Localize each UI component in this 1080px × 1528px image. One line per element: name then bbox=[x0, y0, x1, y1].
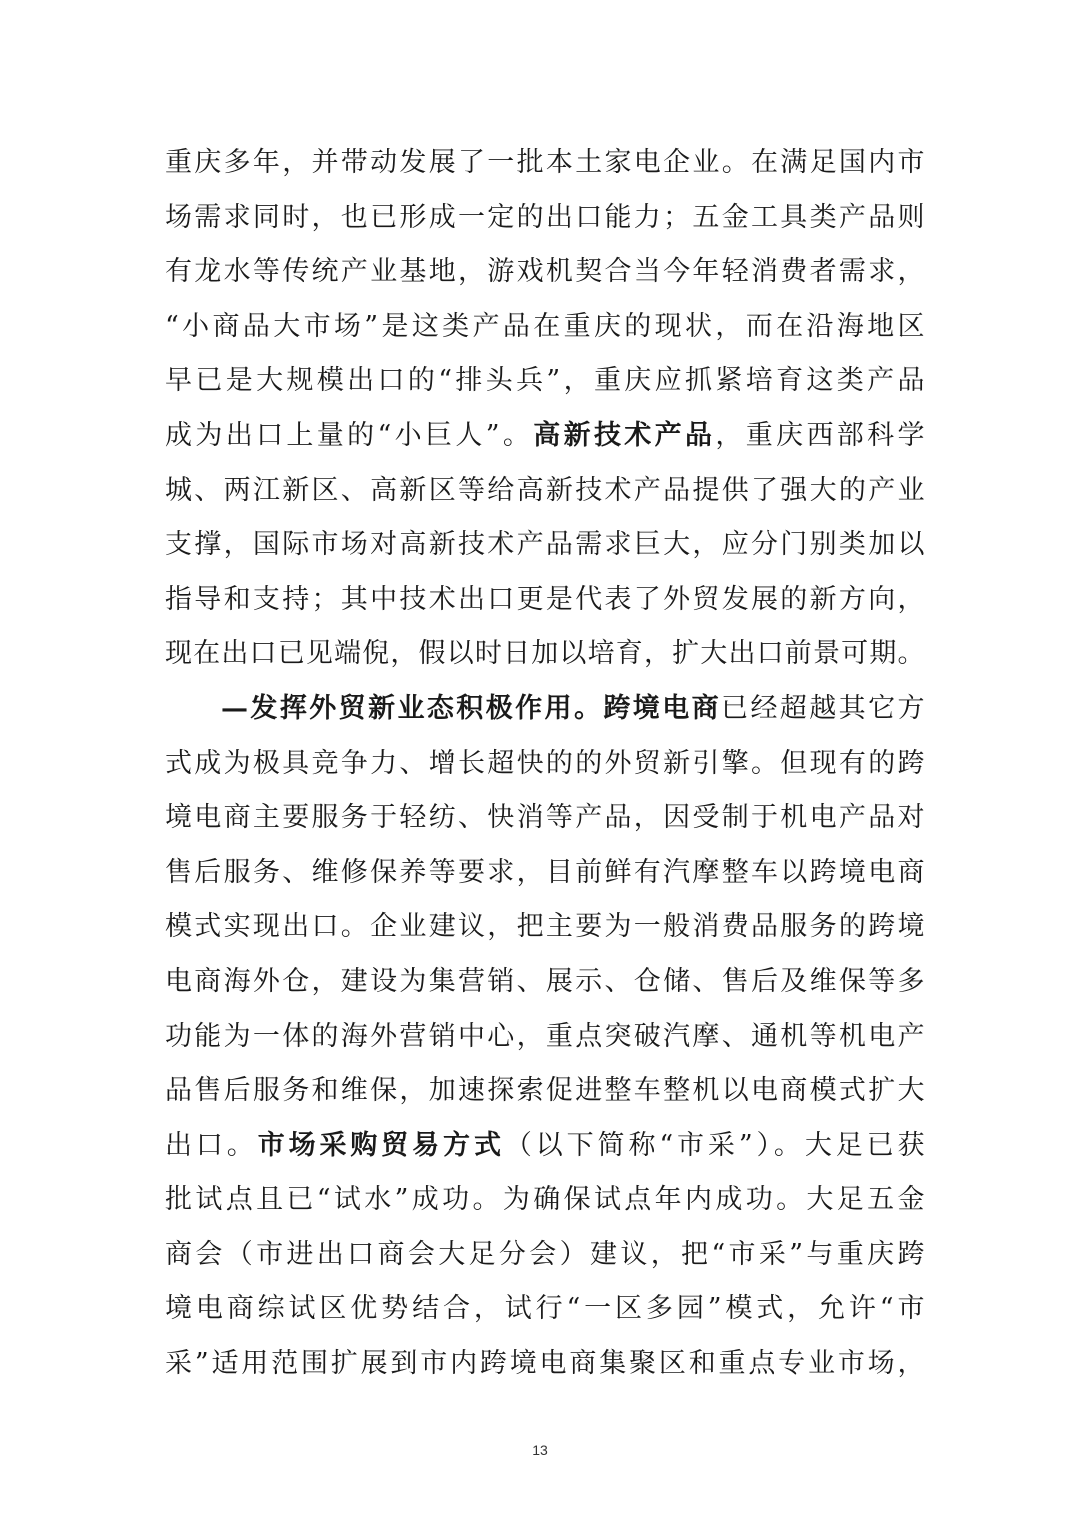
text-run: 已经超越其它方 bbox=[721, 692, 926, 724]
text-line bbox=[165, 409, 925, 464]
text-line bbox=[165, 682, 925, 737]
text-line bbox=[165, 518, 925, 573]
text-run: 出口。 bbox=[165, 1129, 258, 1161]
text-line bbox=[165, 846, 925, 901]
text-run: 指导和支持；其中技术出口更是代表了外贸发展的新方向， bbox=[165, 583, 925, 615]
text-run: （以下简称“市采”）。大足已获 bbox=[504, 1129, 926, 1161]
text-line bbox=[165, 573, 925, 628]
text-line bbox=[165, 737, 925, 792]
text-line bbox=[165, 300, 925, 355]
page-number: 13 bbox=[532, 1442, 548, 1458]
text-line bbox=[165, 354, 925, 409]
text-line bbox=[165, 1119, 925, 1174]
text-run: 采”适用范围扩展到市内跨境电商集聚区和重点专业市场， bbox=[165, 1348, 925, 1380]
text-run: 功能为一体的海外营销中心，重点突破汽摩、通机等机电产 bbox=[165, 1020, 925, 1052]
text-line bbox=[165, 1064, 925, 1119]
text-line bbox=[165, 900, 925, 955]
text-line bbox=[165, 245, 925, 300]
text-run: 城、两江新区、高新区等给高新技术产品提供了强大的产业 bbox=[165, 474, 925, 506]
text-run: 场需求同时，也已形成一定的出口能力；五金工具类产品则 bbox=[165, 201, 925, 233]
text-run: 商会（市进出口商会大足分会）建议，把“市采”与重庆跨 bbox=[165, 1238, 925, 1270]
text-run: ，重庆西部科学 bbox=[715, 419, 926, 451]
bold-text-run: 市场采购贸易方式 bbox=[257, 1129, 505, 1161]
text-line bbox=[165, 464, 925, 519]
text-run: 有龙水等传统产业基地，游戏机契合当今年轻消费者需求， bbox=[165, 256, 925, 288]
text-line bbox=[165, 1228, 925, 1283]
text-run: 成为出口上量的“小巨人”。 bbox=[165, 419, 534, 451]
bold-text-run: 跨境电商 bbox=[603, 692, 722, 724]
text-run: 品售后服务和维保，加速探索促进整车整机以电商模式扩大 bbox=[165, 1075, 925, 1107]
text-run: 重庆多年，并带动发展了一批本土家电企业。在满足国内市 bbox=[165, 147, 925, 178]
text-run: 售后服务、维修保养等要求，目前鲜有汽摩整车以跨境电商 bbox=[165, 856, 925, 888]
text-run: 批试点且已“试水”成功。为确保试点年内成功。大足五金 bbox=[165, 1184, 925, 1216]
text-run: 现在出口已见端倪，假以时日加以培育，扩大出口前景可期。 bbox=[165, 638, 925, 670]
body-text bbox=[165, 136, 925, 1392]
text-line bbox=[165, 1282, 925, 1337]
text-line bbox=[165, 1173, 925, 1228]
text-line bbox=[165, 955, 925, 1010]
text-run: 境电商综试区优势结合，试行“一区多园”模式，允许“市 bbox=[165, 1293, 925, 1325]
text-run: 支撑，国际市场对高新技术产品需求巨大，应分门别类加以 bbox=[165, 529, 925, 561]
text-run: 境电商主要服务于轻纺、快消等产品，因受制于机电产品对 bbox=[165, 802, 925, 834]
text-line bbox=[165, 1010, 925, 1065]
text-line bbox=[165, 191, 925, 246]
text-line bbox=[165, 136, 925, 191]
bold-text-run: 高新技术产品 bbox=[533, 419, 716, 451]
text-line bbox=[165, 791, 925, 846]
text-run: “小商品大市场”是这类产品在重庆的现状，而在沿海地区 bbox=[165, 310, 925, 342]
text-run: 式成为极具竞争力、增长超快的的外贸新引擎。但现有的跨 bbox=[165, 747, 925, 779]
bold-text-run: —发挥外贸新业态积极作用。 bbox=[221, 692, 604, 724]
text-run: 模式实现出口。企业建议，把主要为一般消费品服务的跨境 bbox=[165, 911, 925, 943]
text-line bbox=[165, 627, 925, 682]
text-line bbox=[165, 1337, 925, 1392]
text-run: 电商海外仓，建设为集营销、展示、仓储、售后及维保等多 bbox=[165, 965, 925, 997]
text-run: 早已是大规模出口的“排头兵”，重庆应抓紧培育这类产品 bbox=[165, 365, 925, 397]
